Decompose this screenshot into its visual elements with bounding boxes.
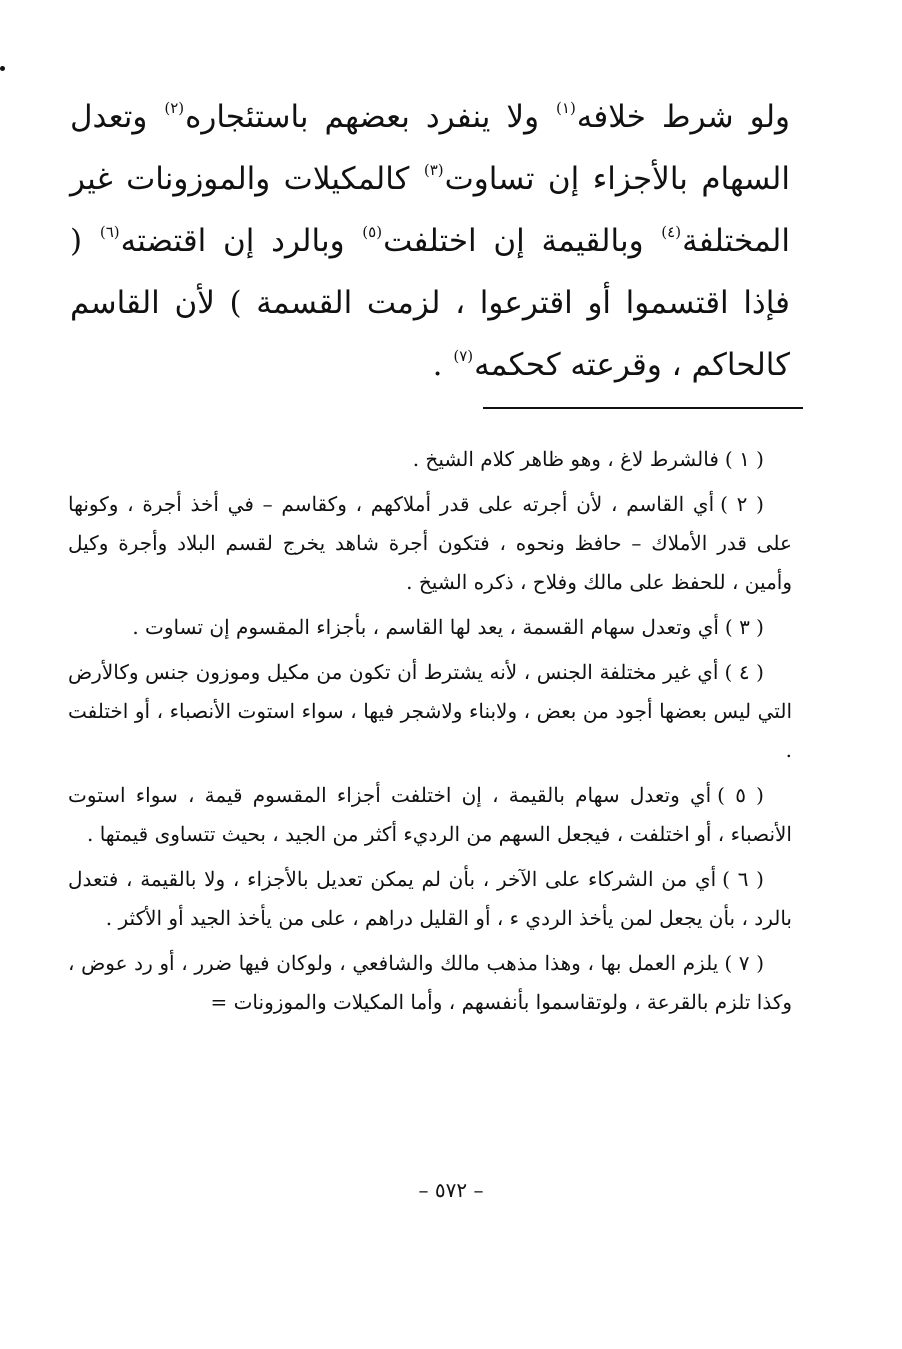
footnote-ref-4: (٤) — [661, 223, 682, 241]
footnote-text: أي من الشركاء على الآخر ، بأن لم يمكن تعديل بالأجزاء ، ولا بالقيمة ، فتعدل بالرد ، بأن يجعل لمن يأخذ الردي ء ، أو القليل دراهم ، على من يأخذ الجيد أو الأكثر . — [68, 867, 792, 930]
footnote-ref-1: (١) — [556, 99, 576, 117]
footnote-ref-2: (٢) — [164, 99, 185, 117]
footnote-number: ( ٣ ) — [724, 615, 764, 639]
main-paragraph — [70, 86, 790, 396]
page-number: – ٥٧٢ – — [418, 1178, 484, 1202]
main-text-segment: وتعدل السهام بالأجزاء إن تساوت — [70, 99, 790, 197]
footnote-7 — [68, 944, 792, 1022]
main-text-segment: . — [432, 347, 453, 383]
footnote-1 — [68, 440, 792, 479]
footnote-ref-6: (٦) — [99, 223, 120, 241]
footnote-ref-5: (٥) — [362, 223, 383, 241]
scan-edge-mark — [0, 66, 5, 71]
footnote-text: فالشرط لاغ ، وهو ظاهر كلام الشيخ . — [412, 447, 719, 471]
footnote-ref-3: (٣) — [423, 161, 444, 179]
footnote-text: أي غير مختلفة الجنس ، لأنه يشترط أن تكون من مكيل وموزون جنس وكالأرض التي ليس بعضها أجود من بعض ، ولابناء ولاشجر فيها ، سواء استوت الأنصباء ، أو اختلفت . — [68, 660, 792, 762]
footnote-text: يلزم العمل بها ، وهذا مذهب مالك والشافعي ، ولوكان فيها ضرر ، أو رد عوض ، وكذا تلزم بالقرعة ، ولوتقاسموا بأنفسهم ، وأما المكيلات والموزونات = — [68, 951, 792, 1014]
footnote-3 — [68, 608, 792, 647]
footnote-text: أي القاسم ، لأن أجرته على قدر أملاكهم ، وكقاسم – في أخذ أجرة ، وكونها على قدر الأملاك – حافظ ونحوه ، فتكون أجرة شاهد يخرج لقسم البلاد وأجرة وكيل وأمين ، للحفظ على مالك وفلاح ، ذكره الشيخ . — [68, 492, 792, 594]
footnote-5 — [68, 776, 792, 854]
main-text-segment: ولو شرط خلافه — [576, 99, 791, 135]
footnote-text: أي وتعدل سهام القسمة ، يعد لها القاسم ، بأجزاء المقسوم إن تساوت . — [132, 615, 719, 639]
main-text-segment: وبالرد إن اقتضته — [120, 223, 362, 259]
footnotes — [68, 440, 792, 1028]
footnote-4 — [68, 653, 792, 770]
footnote-separator — [483, 407, 803, 409]
main-text-segment: كالمكيلات والموزونات غير المختلفة — [70, 161, 790, 259]
main-text-segment: ولا ينفرد بعضهم باستئجاره — [185, 99, 556, 135]
footnote-number: ( ٧ ) — [724, 951, 764, 975]
footnote-ref-7: (٧) — [453, 347, 474, 365]
footnote-number: ( ٥ ) — [717, 783, 764, 807]
main-text-segment: ( فإذا اقتسموا أو اقترعوا ، لزمت القسمة ) لأن القاسم كالحاكم ، وقرعته كحكمه — [70, 223, 790, 383]
footnote-2 — [68, 485, 792, 602]
main-text-segment: وبالقيمة إن اختلفت — [383, 223, 661, 259]
footnote-number: ( ١ ) — [724, 447, 764, 471]
footnote-text: أي وتعدل سهام بالقيمة ، إن اختلفت أجزاء المقسوم قيمة ، سواء استوت الأنصباء ، أو اختلفت ، فيجعل السهم من الرديء أكثر من الجيد ، بحيث تتساوى قيمتها . — [68, 783, 792, 846]
footnote-6 — [68, 860, 792, 938]
main-text — [70, 86, 790, 396]
footnote-number: ( ٦ ) — [722, 867, 764, 891]
footnote-number: ( ٤ ) — [724, 660, 764, 684]
footnote-number: ( ٢ ) — [720, 492, 764, 516]
